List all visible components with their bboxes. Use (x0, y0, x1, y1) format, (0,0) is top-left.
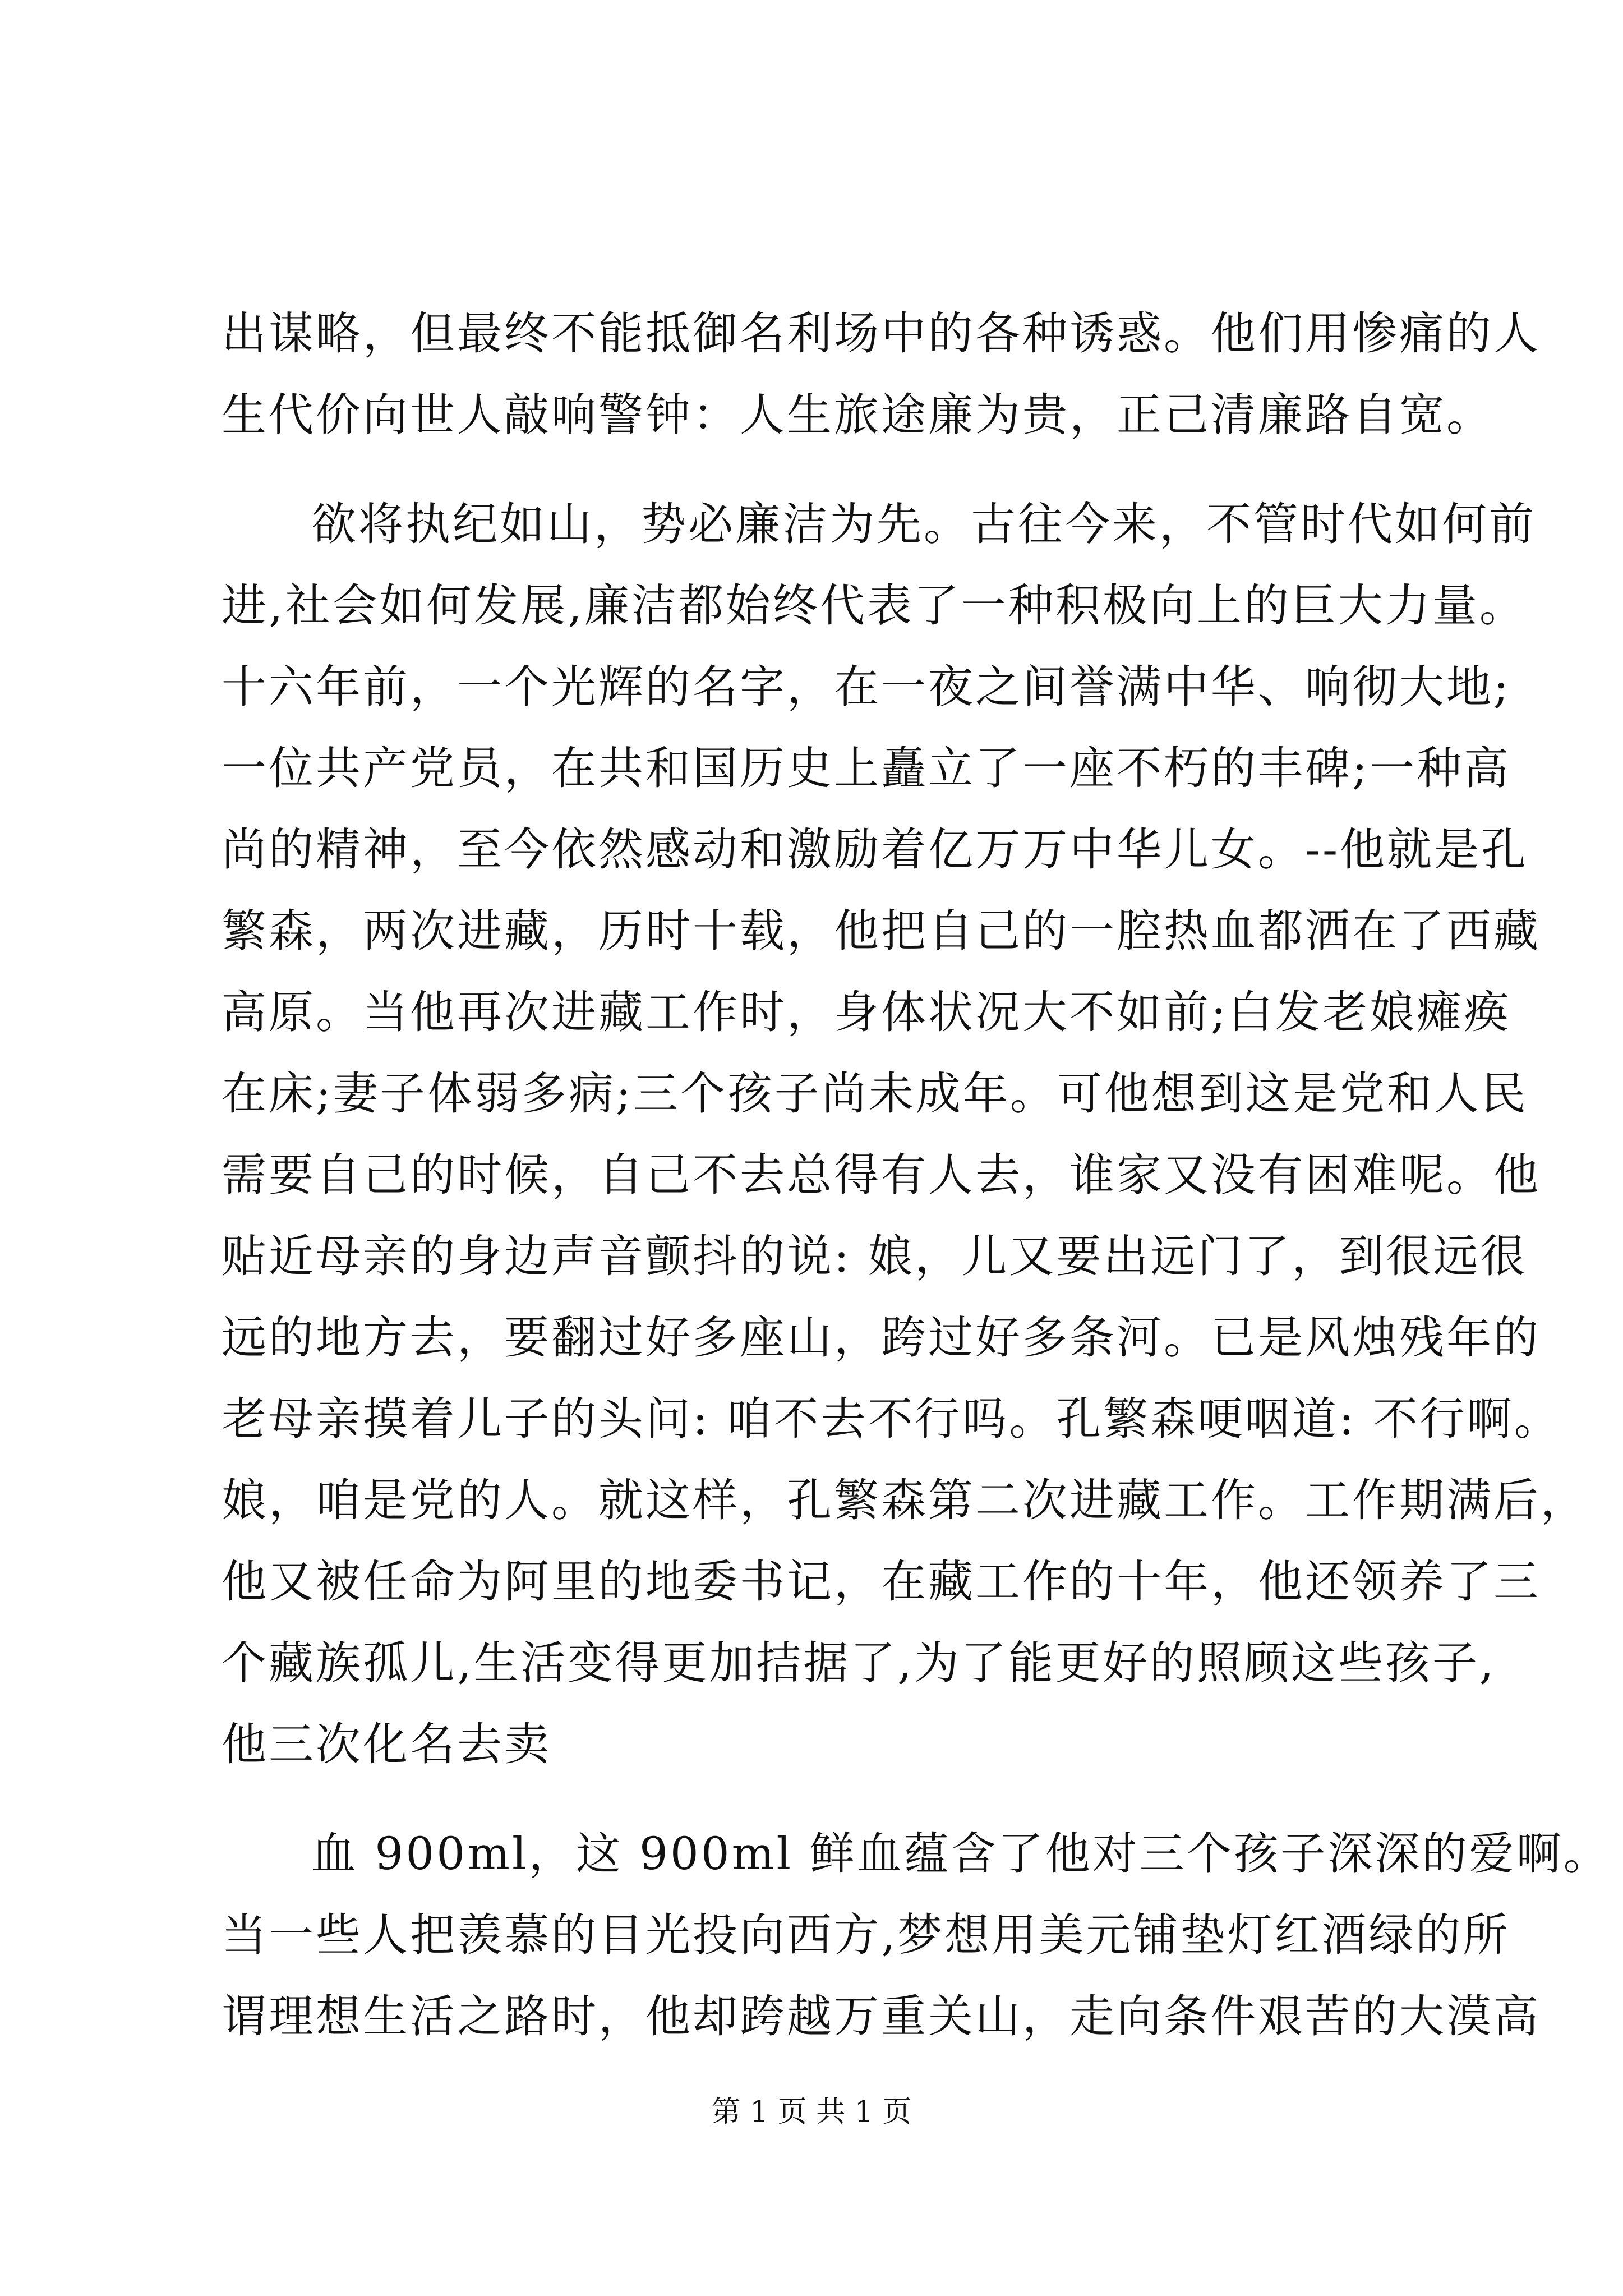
page-footer (0, 2092, 1623, 2132)
paragraph-gap (222, 455, 1422, 484)
text-line: 高原。当他再次进藏工作时，身体状况大不如前;白发老娘瘫痪 (222, 986, 1511, 1038)
text-line: 当一些人把羡慕的目光投向西方,梦想用美元铺垫灯红酒绿的所 (222, 1909, 1510, 1961)
text-line: 贴近母亲的身边声音颤抖的说: 娘，儿又要出远门了，到很远很 (222, 1230, 1528, 1282)
text-line: 进,社会如何发展,廉洁都始终代表了一种积极向上的巨大力量。 (222, 579, 1527, 632)
body-text (222, 293, 1611, 2057)
text-line: 欲将执纪如山，势必廉洁为先。古往今来，不管时代如何前 (311, 498, 1536, 550)
text-line: 老母亲摸着儿子的头问: 咱不去不行吗。孔繁森哽咽道: 不行啊。 (222, 1393, 1561, 1445)
text-line: 十六年前，一个光辉的名字，在一夜之间誉满中华、响彻大地; (222, 661, 1511, 713)
text-line: 在床;妻子体弱多病;三个孩子尚未成年。可他想到这是党和人民 (222, 1068, 1528, 1120)
text-line: 尚的精神，至今依然感动和激励着亿万万中华儿女。--他就是孔 (222, 823, 1529, 876)
text-line: 他又被任命为阿里的地委书记，在藏工作的十年，他还领养了三 (222, 1556, 1541, 1608)
text-line: 谓理想生活之路时，他却跨越万重关山，走向条件艰苦的大漠高 (222, 1990, 1541, 2042)
page-number-label: 第 1 页 共 1 页 (711, 2095, 912, 2129)
text-line: 远的地方去，要翻过好多座山，跨过好多条河。已是风烛残年的 (222, 1312, 1541, 1364)
text-line: 出谋略，但最终不能抵御名利场中的各种诱惑。他们用惨痛的人 (222, 307, 1541, 360)
text-line: 个藏族孤儿,生活变得更加拮据了,为了能更好的照顾这些孩子, (222, 1637, 1496, 1689)
text-line: 生代价向世人敲响警钟：人生旅途廉为贵，正己清廉路自宽。 (222, 389, 1493, 441)
text-line: 血 900ml，这 900ml 鲜血蕴含了他对三个孩子深深的爱啊。 (311, 1828, 1611, 1880)
paragraph-gap (222, 1785, 1422, 1813)
text-line: 需要自己的时候，自己不去总得有人去，谁家又没有困难呢。他 (222, 1149, 1541, 1201)
text-line: 一位共产党员，在共和国历史上矗立了一座不朽的丰碑;一种高 (222, 742, 1511, 794)
text-line: 他三次化名去卖 (222, 1718, 551, 1770)
text-line: 娘，咱是党的人。就这样，孔繁森第二次进藏工作。工作期满后， (222, 1474, 1588, 1526)
text-line: 繁森，两次进藏，历时十载，他把自己的一腔热血都洒在了西藏 (222, 905, 1541, 957)
